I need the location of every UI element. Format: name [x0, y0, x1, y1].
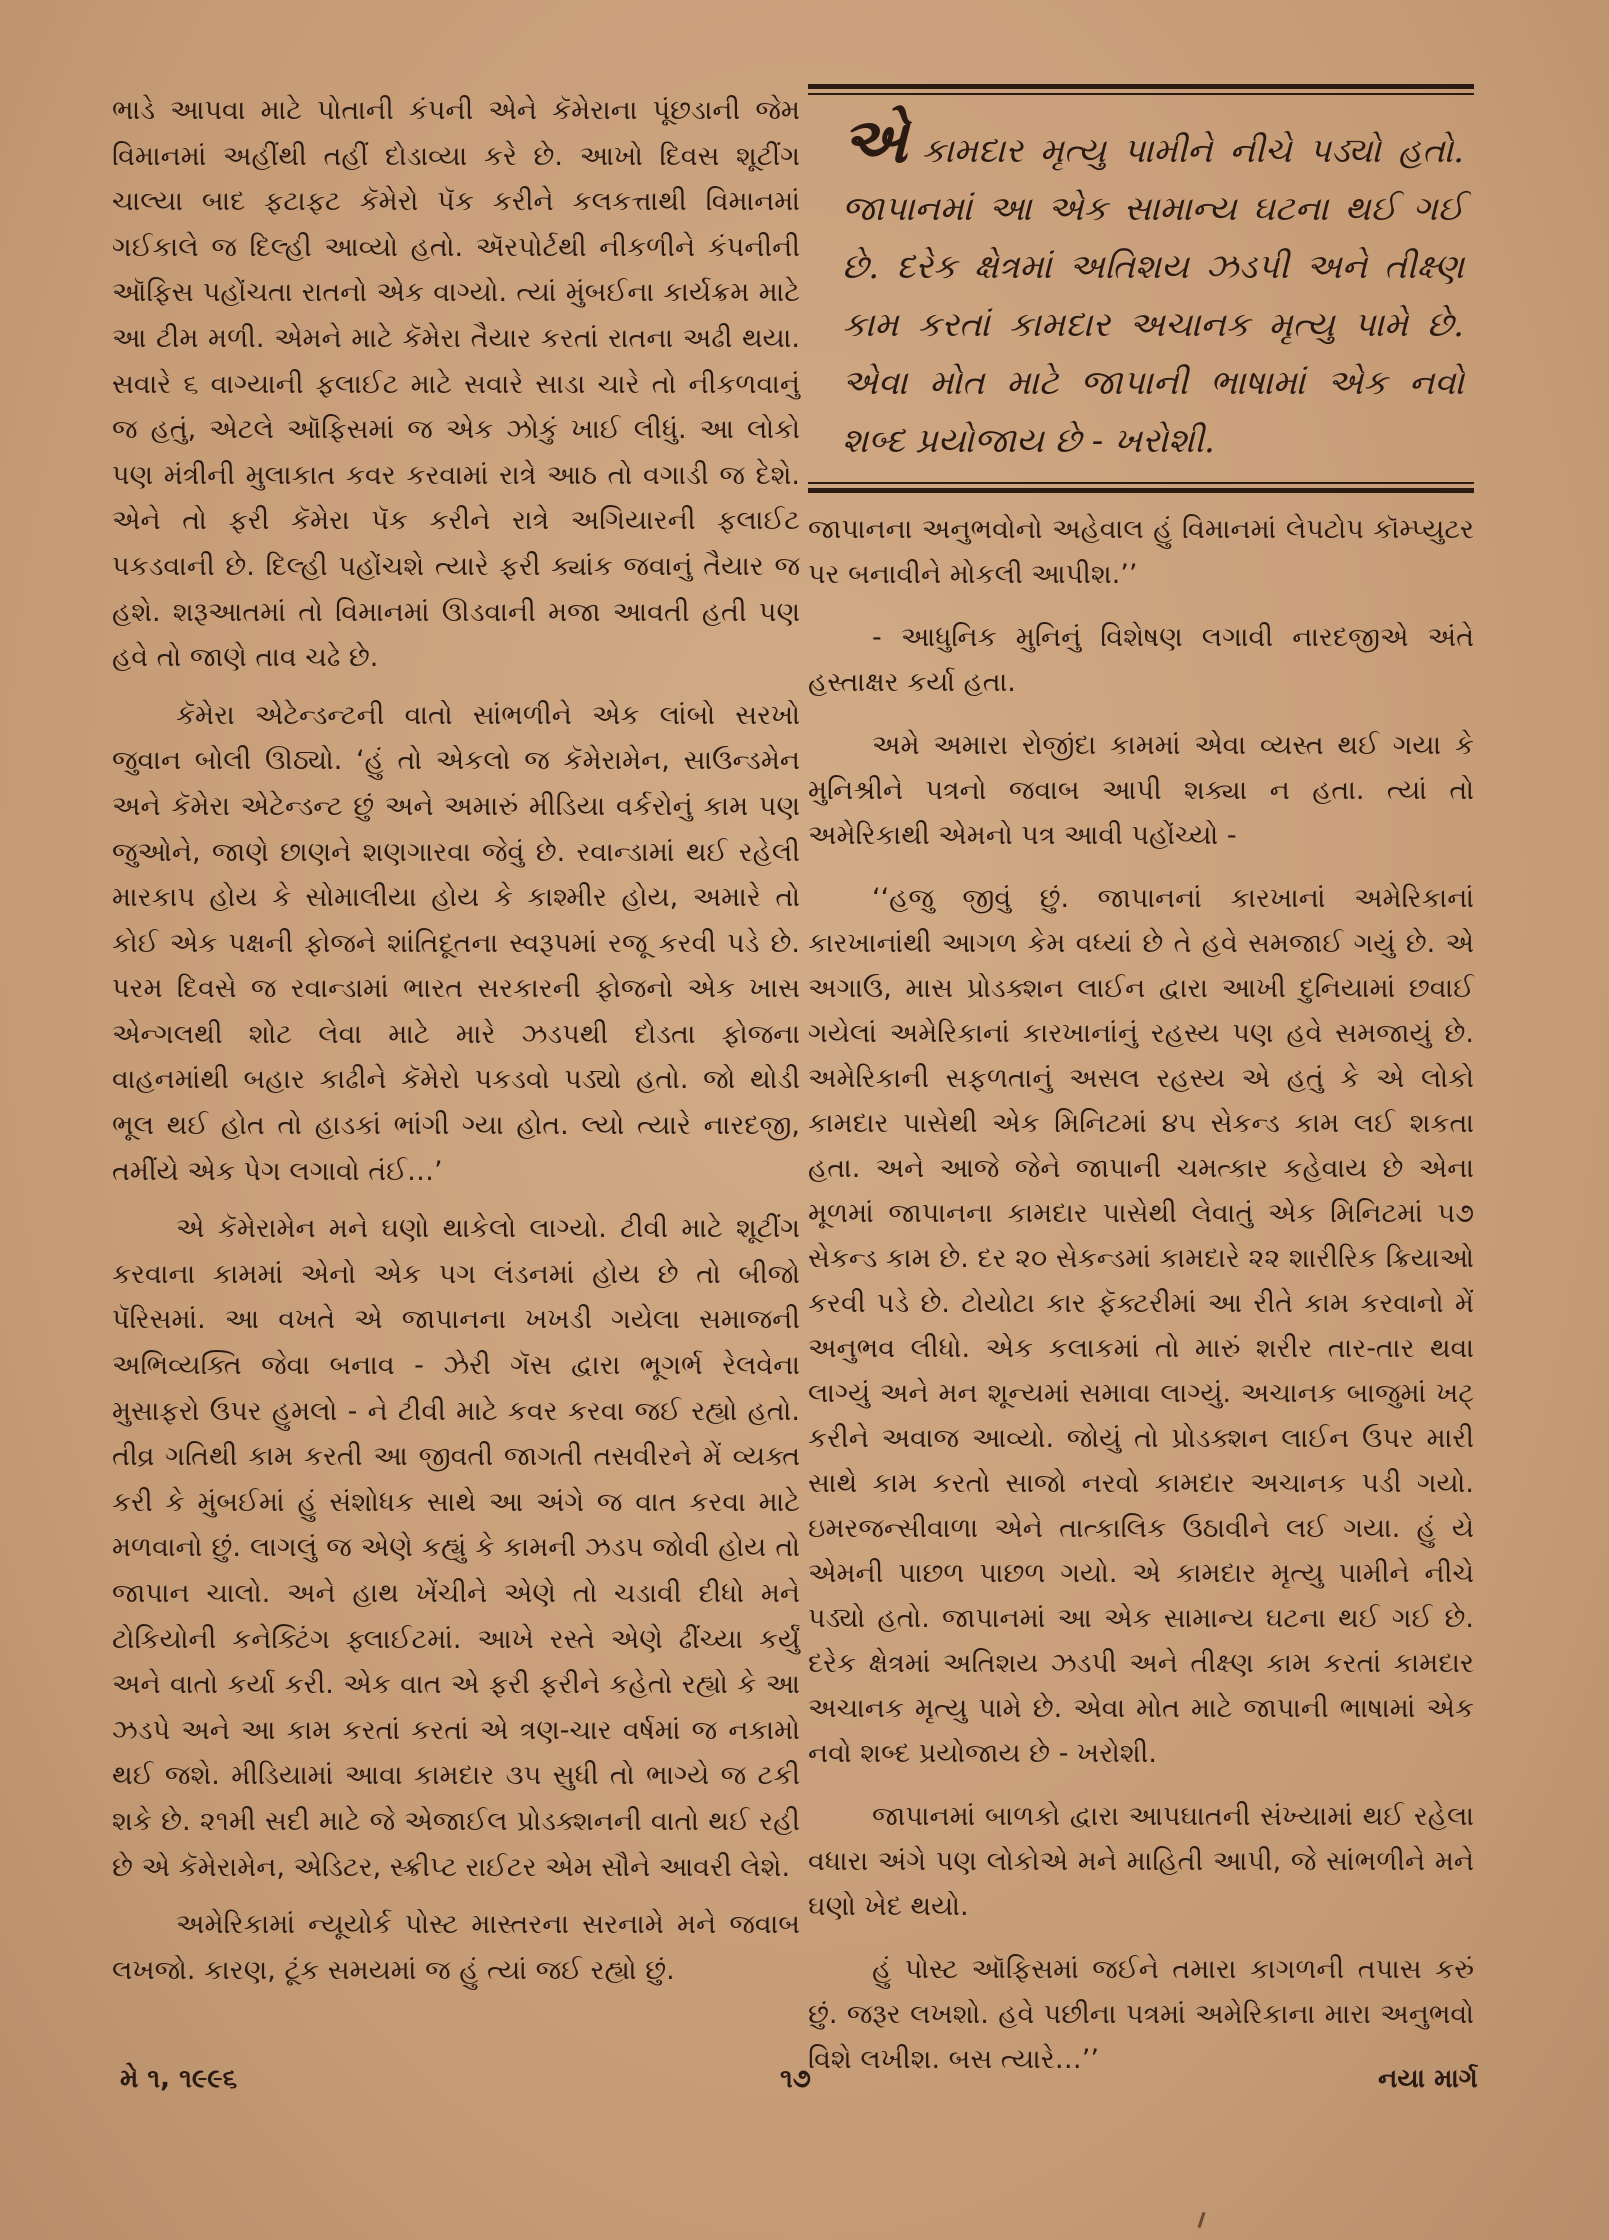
right-paragraph-4: ‘‘હજુ જીવું છું. જાપાનનાં કારખાનાં અમેરિકાનાં કારખાનાંથી આગળ કેમ વધ્યાં છે તે હવે સમજાઈ ગયું છે. એ અગાઉ, માસ પ્રોડક્શન લાઈન દ્વારા આખી દુનિયામાં છવાઈ ગયેલાં અમેરિકાનાં કારખાનાંનું રહસ્ય પણ હવે સમજાયું છે. અમેરિકાની સફળતાનું અસલ રહસ્ય એ હતું કે એ લોકો કામદાર પાસેથી એક મિનિટમાં ૪૫ સેકન્ડ કામ લઈ શકતા હતા. અને આજે જેને જાપાની ચમત્કાર કહેવાય છે એના મૂળમાં જાપાનના કામદાર પાસેથી લેવાતું એક મિનિટમાં ૫૭ સેકન્ડ કામ છે. દર ૨૦ સેકન્ડમાં કામદારે ૨૨ શારીરિક ક્રિયાઓ કરવી પડે છે. ટોયોટા કાર ફૅક્ટરીમાં આ રીતે કામ કરવાનો મેં અનુભવ લીધો. એક કલાકમાં તો મારું શરીર તાર-તાર થવા લાગ્યું અને મન શૂન્યમાં સમાવા લાગ્યું. અચાનક બાજુમાં ખટ્ કરીને અવાજ આવ્યો. જોયું તો પ્રોડક્શન લાઈન ઉપર મારી સાથે કામ કરતો સાજો નરવો કામદાર અચાનક પડી ગયો. ઇમરજન્સીવાળા એને તાત્કાલિક ઉઠાવીને લઈ ગયા. હું યે એમની પાછળ પાછળ ગયો. એ કામદાર મૃત્યુ પામીને નીચે પડ્યો હતો. જાપાનમાં આ એક સામાન્ય ઘટના થઈ ગઈ છે. દરેક ક્ષેત્રમાં અતિશય ઝડપી અને તીક્ષ્ણ કામ કરતાં કામદાર અચાનક મૃત્યુ પામે છે. એવા મોત માટે જાપાની ભાષામાં એક નવો શબ્દ પ્રયોજાય છે - ખરોશી.: [808, 883, 1474, 1769]
footer-publication: નયા માર્ગ: [1378, 2064, 1478, 2094]
pull-quote: [808, 95, 1474, 482]
right-paragraph-5: જાપાનમાં બાળકો દ્વારા આપઘાતની સંખ્યામાં થઈ રહેલા વધારા અંગે પણ લોકોએ મને માહિતી આપી, જે સાંભળીને મને ઘણો ખેદ થયો.: [808, 1801, 1474, 1922]
footer-date: મે ૧, ૧૯૯૬: [120, 2064, 238, 2094]
footer-page-number: ૧૭: [780, 2064, 811, 2094]
paper-mark: [1198, 2212, 1206, 2228]
left-paragraph-2: કૅમેરા એટેન્ડન્ટની વાતો સાંભળીને એક લાંબો સરખો જુવાન બોલી ઊઠ્યો. ‘હું તો એકલો જ કૅમેરામેન, સાઉન્ડમેન અને કૅમેરા એટેન્ડન્ટ છું અને અમારું મીડિયા વર્કરોનું કામ પણ જુઓને, જાણે છાણને શણગારવા જેવું છે. રવાન્ડામાં થઈ રહેલી મારકાપ હોય કે સોમાલીયા હોય કે કાશ્મીર હોય, અમારે તો કોઈ એક પક્ષની ફોજને શાંતિદૂતના સ્વરૂપમાં રજૂ કરવી પડે છે. પરમ દિવસે જ રવાન્ડામાં ભારત સરકારની ફોજનો એક ખાસ એન્ગલથી શોટ લેવા માટે મારે ઝડપથી દોડતા ફોજના વાહનમાંથી બહાર કાઢીને કૅમેરો પકડવો પડ્યો હતો. જો થોડી ભૂલ થઈ હોત તો હાડકાં ભાંગી ગ્યા હોત. લ્યો ત્યારે નારદજી, તમીંયે એક પેગ લગાવો તંઈ…’: [112, 699, 800, 1187]
left-column: [112, 88, 800, 1993]
pull-quote-dropcap: એ: [842, 104, 908, 177]
left-paragraph-3: એ કૅમેરામેન મને ઘણો થાકેલો લાગ્યો. ટીવી માટે શૂટીંગ કરવાના કામમાં એનો એક પગ લંડનમાં હોય છે તો બીજો પૅરિસમાં. આ વખતે એ જાપાનના ખખડી ગયેલા સમાજની અભિવ્યક્તિ જેવા બનાવ - ઝેરી ગૅસ દ્વારા ભૂગર્ભ રેલવેના મુસાફરો ઉપર હુમલો - ને ટીવી માટે કવર કરવા જઈ રહ્યો હતો. તીવ્ર ગતિથી કામ કરતી આ જીવતી જાગતી તસવીરને મેં વ્યક્ત કરી કે મુંબઈમાં હું સંશોધક સાથે આ અંગે જ વાત કરવા માટે મળવાનો છું. લાગલું જ એણે કહ્યું કે કામની ઝડપ જોવી હોય તો જાપાન ચાલો. અને હાથ ખેંચીને એણે તો ચડાવી દીધો મને ટોકિયોની કનેક્ટિંગ ફ્લાઈટમાં. આખે રસ્તે એણે ઢીંચ્યા કર્યું અને વાતો કર્યા કરી. એક વાત એ ફરી ફરીને કહેતો રહ્યો કે આ ઝડપે અને આ કામ કરતાં કરતાં એ ત્રણ-ચાર વર્ષમાં જ નકામો થઈ જશે. મીડિયામાં આવા કામદાર ૩૫ સુધી તો ભાગ્યે જ ટકી શકે છે. ૨૧મી સદી માટે જે એજાઈલ પ્રોડક્શનની વાતો થઈ રહી છે એ કૅમેરામેન, એડિટર, સ્ક્રીપ્ટ રાઈટર એમ સૌને આવરી લેશે.: [112, 1213, 800, 1883]
left-paragraph-1: ભાડે આપવા માટે પોતાની કંપની એને કૅમેરાના પૂંછડાની જેમ વિમાનમાં અહીંથી તહીં દોડાવ્યા કરે છે. આખો દિવસ શૂટીંગ ચાલ્યા બાદ ફટાફટ કૅમેરો પૅક કરીને કલકત્તાથી વિમાનમાં ગઈકાલે જ દિલ્હી આવ્યો હતો. ઍરપોર્ટથી નીકળીને કંપનીની ઑફિસ પહોંચતા રાતનો એક વાગ્યો. ત્યાં મુંબઈના કાર્યક્રમ માટે આ ટીમ મળી. એમને માટે કૅમેરા તૈયાર કરતાં રાતના અઢી થયા. સવારે ૬ વાગ્યાની ફલાઈટ માટે સવારે સાડા ચારે તો નીકળવાનું જ હતું, એટલે ઑફિસમાં જ એક ઝોકું ખાઈ લીધું. આ લોકો પણ મંત્રીની મુલાકાત કવર કરવામાં રાત્રે આઠ તો વગાડી જ દેશે. એને તો ફરી કૅમેરા પૅક કરીને રાત્રે અગિયારની ફલાઈટ પકડવાની છે. દિલ્હી પહોંચશે ત્યારે ફરી ક્યાંક જવાનું તૈયાર જ હશે. શરૂઆતમાં તો વિમાનમાં ઊડવાની મજા આવતી હતી પણ હવે તો જાણે તાવ ચઢે છે.: [112, 95, 800, 674]
pull-quote-rule-bottom-thin: [808, 482, 1474, 484]
pull-quote-text: કામદાર મૃત્યુ પામીને નીચે પડ્યો હતો. જાપાનમાં આ એક સામાન્ય ઘટના થઈ ગઈ છે. દરેક ક્ષેત્રમાં અતિશય ઝડપી અને તીક્ષ્ણ કામ કરતાં કામદાર અચાનક મૃત્યુ પામે છે. એવા મોત માટે જાપાની ભાષામાં એક નવો શબ્દ પ્રયોજાય છે - ખરોશી.: [842, 131, 1464, 461]
pull-quote-rule-top: [808, 84, 1474, 89]
left-paragraph-4: અમેરિકામાં ન્યૂયોર્ક પોસ્ટ માસ્તરના સરનામે મને જવાબ લખજો. કારણ, ટૂંક સમયમાં જ હું ત્યાં જઈ રહ્યો છું.: [112, 1909, 800, 1986]
right-paragraph-3: અમે અમારા રોજીંદા કામમાં એવા વ્યસ્ત થઈ ગયા કે મુનિશ્રીને પત્રનો જવાબ આપી શક્યા ન હતા. ત્યાં તો અમેરિકાથી એમનો પત્ર આવી પહોંચ્યો -: [808, 730, 1474, 851]
page-footer: [0, 2064, 1609, 2104]
right-paragraph-1: જાપાનના અનુભવોનો અહેવાલ હું વિમાનમાં લેપટોપ કૉમ્પ્યુટર પર બનાવીને મોકલી આપીશ.’’: [808, 514, 1474, 590]
right-column: [808, 84, 1474, 2082]
right-paragraph-6: હું પોસ્ટ ઑફિસમાં જઈને તમારા કાગળની તપાસ કરું છું. જરૂર લખશો. હવે પછીના પત્રમાં અમેરિકાના મારા અનુભવો વિશે લખીશ. બસ ત્યારે…’’: [808, 1954, 1474, 2075]
pull-quote-rule-bottom: [808, 488, 1474, 493]
right-body-text: [808, 507, 1474, 2082]
right-paragraph-2: - આધુનિક મુનિનું વિશેષણ લગાવી નારદજીએ અંતે હસ્તાક્ષર કર્યા હતા.: [808, 622, 1474, 698]
